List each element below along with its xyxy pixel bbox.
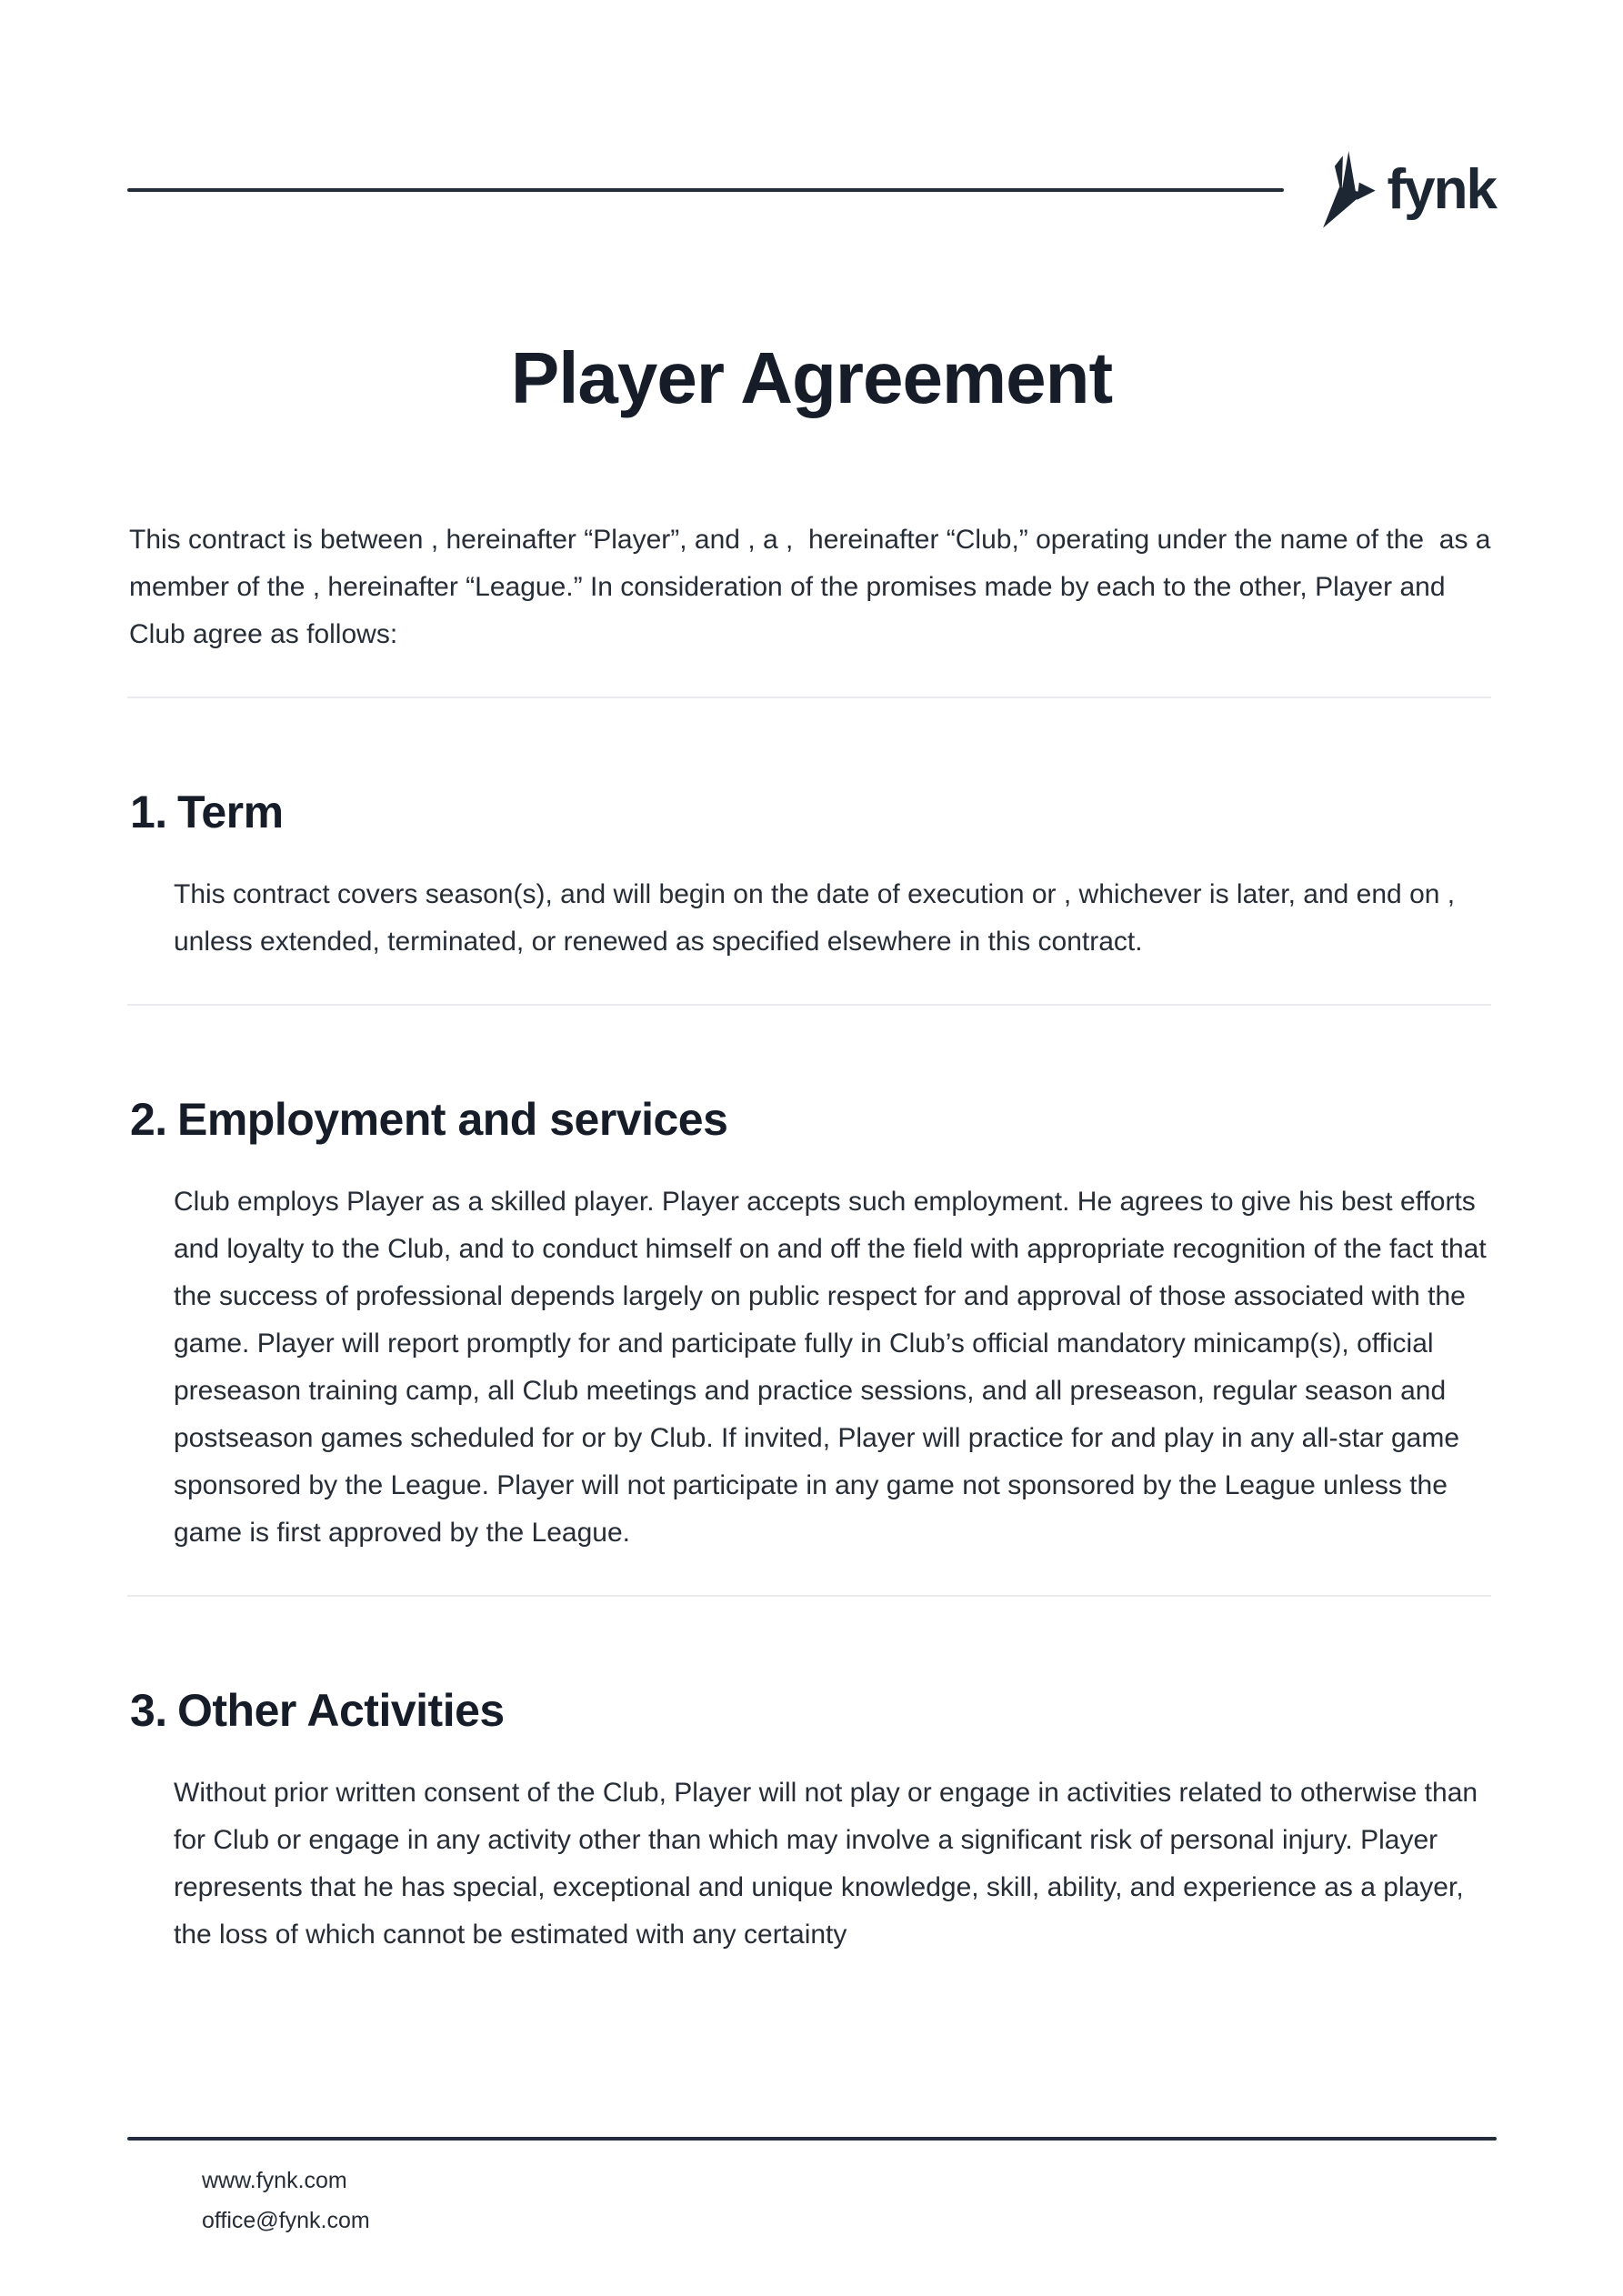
section-body: This contract covers season(s), and will begin on the date of execution or , whichever is later, and end on , unless extended, terminated, or renewed as specified elsewhere in this contract. [174,879,1463,957]
footer-links [127,2141,1497,2241]
section-divider [127,697,1491,698]
document-title: Player Agreement [510,337,1113,418]
section-other-activities [0,1682,1623,1959]
section-title: Other Activities [177,1685,505,1736]
section-body: Without prior written consent of the Club, Player will not play or engage in activities related to otherwise than for Club or engage in any activity other than which may involve a significant risk of personal injury. Player represents that he has special, exceptional and unique knowledge, skill, ability, and experience as a player, the loss of which cannot be estimated with any certainty [174,1778,1486,1950]
section-heading [130,784,1491,840]
section-number: 1. [130,787,167,837]
header-rule [127,188,1284,192]
section-divider [127,1595,1491,1597]
fynk-logo-text: fynk [1387,158,1496,221]
fynk-bird-icon [1318,151,1377,229]
section-title: Term [177,787,284,837]
footer-website: www.fynk.com [202,2168,347,2193]
section-title: Employment and services [177,1094,728,1145]
section-heading [130,1682,1491,1739]
section-term [0,784,1623,966]
section-employment-and-services [0,1091,1623,1557]
section-divider [127,1004,1491,1006]
section-heading [130,1091,1491,1148]
section-number: 2. [130,1094,167,1145]
page-footer [127,2137,1497,2241]
fynk-logo [1318,151,1496,229]
section-number: 3. [130,1685,167,1736]
page-header [127,0,1496,229]
section-body: Club employs Player as a skilled player. Player accepts such employment. He agrees to give his best efforts and loyalty to the Club, and to conduct himself on and off the field with appropriate recognition of the fact that the success of professional depends largely on public respect for and approval of those associated with the game. Player will report promptly for and participate fully in Club’s official mandatory minicamp(s), official preseason training camp, all Club meetings and practice sessions, and all preseason, regular season and postseason games scheduled for or by Club. If invited, Player will practice for and play in any all-star game sponsored by the League. Player will not participate in any game not sponsored by the League unless the game is first approved by the League. [174,1187,1495,1548]
intro-paragraph: This contract is between , hereinafter “Player”, and , a , hereinafter “Club,” operating under the name of the as a member of the , hereinafter “League.” In consideration of the promises made by each to the other, Player and Club agree as follows: [129,525,1498,649]
footer-email: office@fynk.com [202,2208,370,2233]
